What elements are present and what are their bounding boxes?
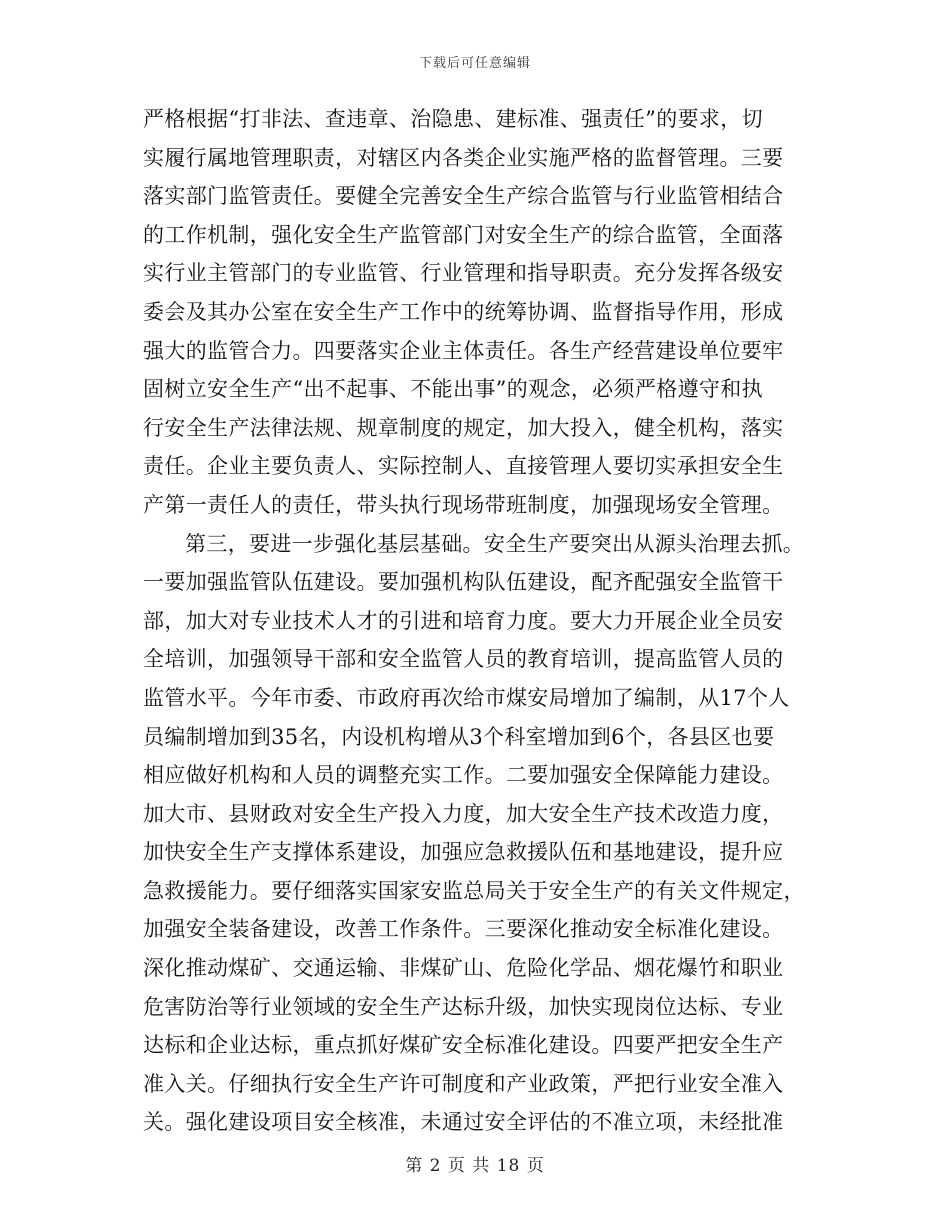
text-line: 相应做好机构和人员的调整充实工作。二要加强安全保障能力建设。 <box>143 763 784 788</box>
text-line: 严格根据“打非法、查违章、治隐患、建标准、强责任”的要求，切 <box>143 107 763 131</box>
text-line: 危害防治等行业领域的安全生产达标升级，加快实现岗位达标、专业 <box>143 994 784 1019</box>
text-line: 落实部门监管责任。要健全完善安全生产综合监管与行业监管相结合 <box>143 184 784 209</box>
text-line: 一要加强监管队伍建设。要加强机构队伍建设，配齐配强安全监管干 <box>143 570 784 595</box>
text-line: 准入关。仔细执行安全生产许可制度和产业政策，严把行业安全准入 <box>143 1071 784 1096</box>
text-line: 的工作机制，强化安全生产监管部门对安全生产的综合监管，全面落 <box>143 222 784 247</box>
text-line: 委会及其办公室在安全生产工作中的统筹协调、监督指导作用，形成 <box>143 299 784 324</box>
text-line: 深化推动煤矿、交通运输、非煤矿山、危险化学品、烟花爆竹和职业 <box>143 956 784 981</box>
text-line: 监管水平。今年市委、市政府再次给市煤安局增加了编制，从17个人 <box>143 685 790 710</box>
text-line: 实履行属地管理职责，对辖区内各类企业实施严格的监督管理。三要 <box>143 145 784 170</box>
page-header: 下载后可任意编辑 <box>418 56 531 71</box>
text-line: 固树立安全生产“出不起事、不能出事”的观念，必须严格遵守和执 <box>143 377 763 402</box>
text-line: 部，加大对专业技术人才的引进和培育力度。要大力开展企业全员安 <box>143 608 784 633</box>
page-number-footer: 第 2 页 共 18 页 <box>405 1156 545 1176</box>
text-line: 达标和企业达标，重点抓好煤矿安全标准化建设。四要严把安全生产 <box>143 1033 784 1058</box>
text-line: 实行业主管部门的专业监管、行业管理和指导职责。充分发挥各级安 <box>143 261 784 286</box>
text-line: 关。强化建设项目安全核准，未通过安全评估的不准立项，未经批准 <box>143 1110 784 1135</box>
paragraph-start-line: 第三，要进一步强化基层基础。安全生产要突出从源头治理去抓。 <box>185 531 805 556</box>
text-line: 强大的监管合力。四要落实企业主体责任。各生产经营建设单位要牢 <box>143 338 784 363</box>
text-line: 行安全生产法律法规、规章制度的规定，加大投入，健全机构，落实 <box>143 415 784 440</box>
text-line: 加强安全装备建设，改善工作条件。三要深化推动安全标准化建设。 <box>143 917 784 942</box>
text-line: 急救援能力。要仔细落实国家安监总局关于安全生产的有关文件规定， <box>143 878 805 903</box>
text-line: 员编制增加到35名，内设机构增从3个科室增加到6个，各县区也要 <box>143 724 775 749</box>
text-line: 责任。企业主要负责人、实际控制人、直接管理人要切实承担安全生 <box>143 454 784 479</box>
text-line: 加大市、县财政对安全生产投入力度，加大安全生产技术改造力度， <box>143 801 784 826</box>
text-line: 全培训，加强领导干部和安全监管人员的教育培训，提高监管人员的 <box>143 647 784 672</box>
document-body <box>143 100 803 1142</box>
text-line: 加快安全生产支撑体系建设，加强应急救援队伍和基地建设，提升应 <box>143 840 784 865</box>
text-line: 产第一责任人的责任，带头执行现场带班制度，加强现场安全管理。 <box>143 492 784 517</box>
